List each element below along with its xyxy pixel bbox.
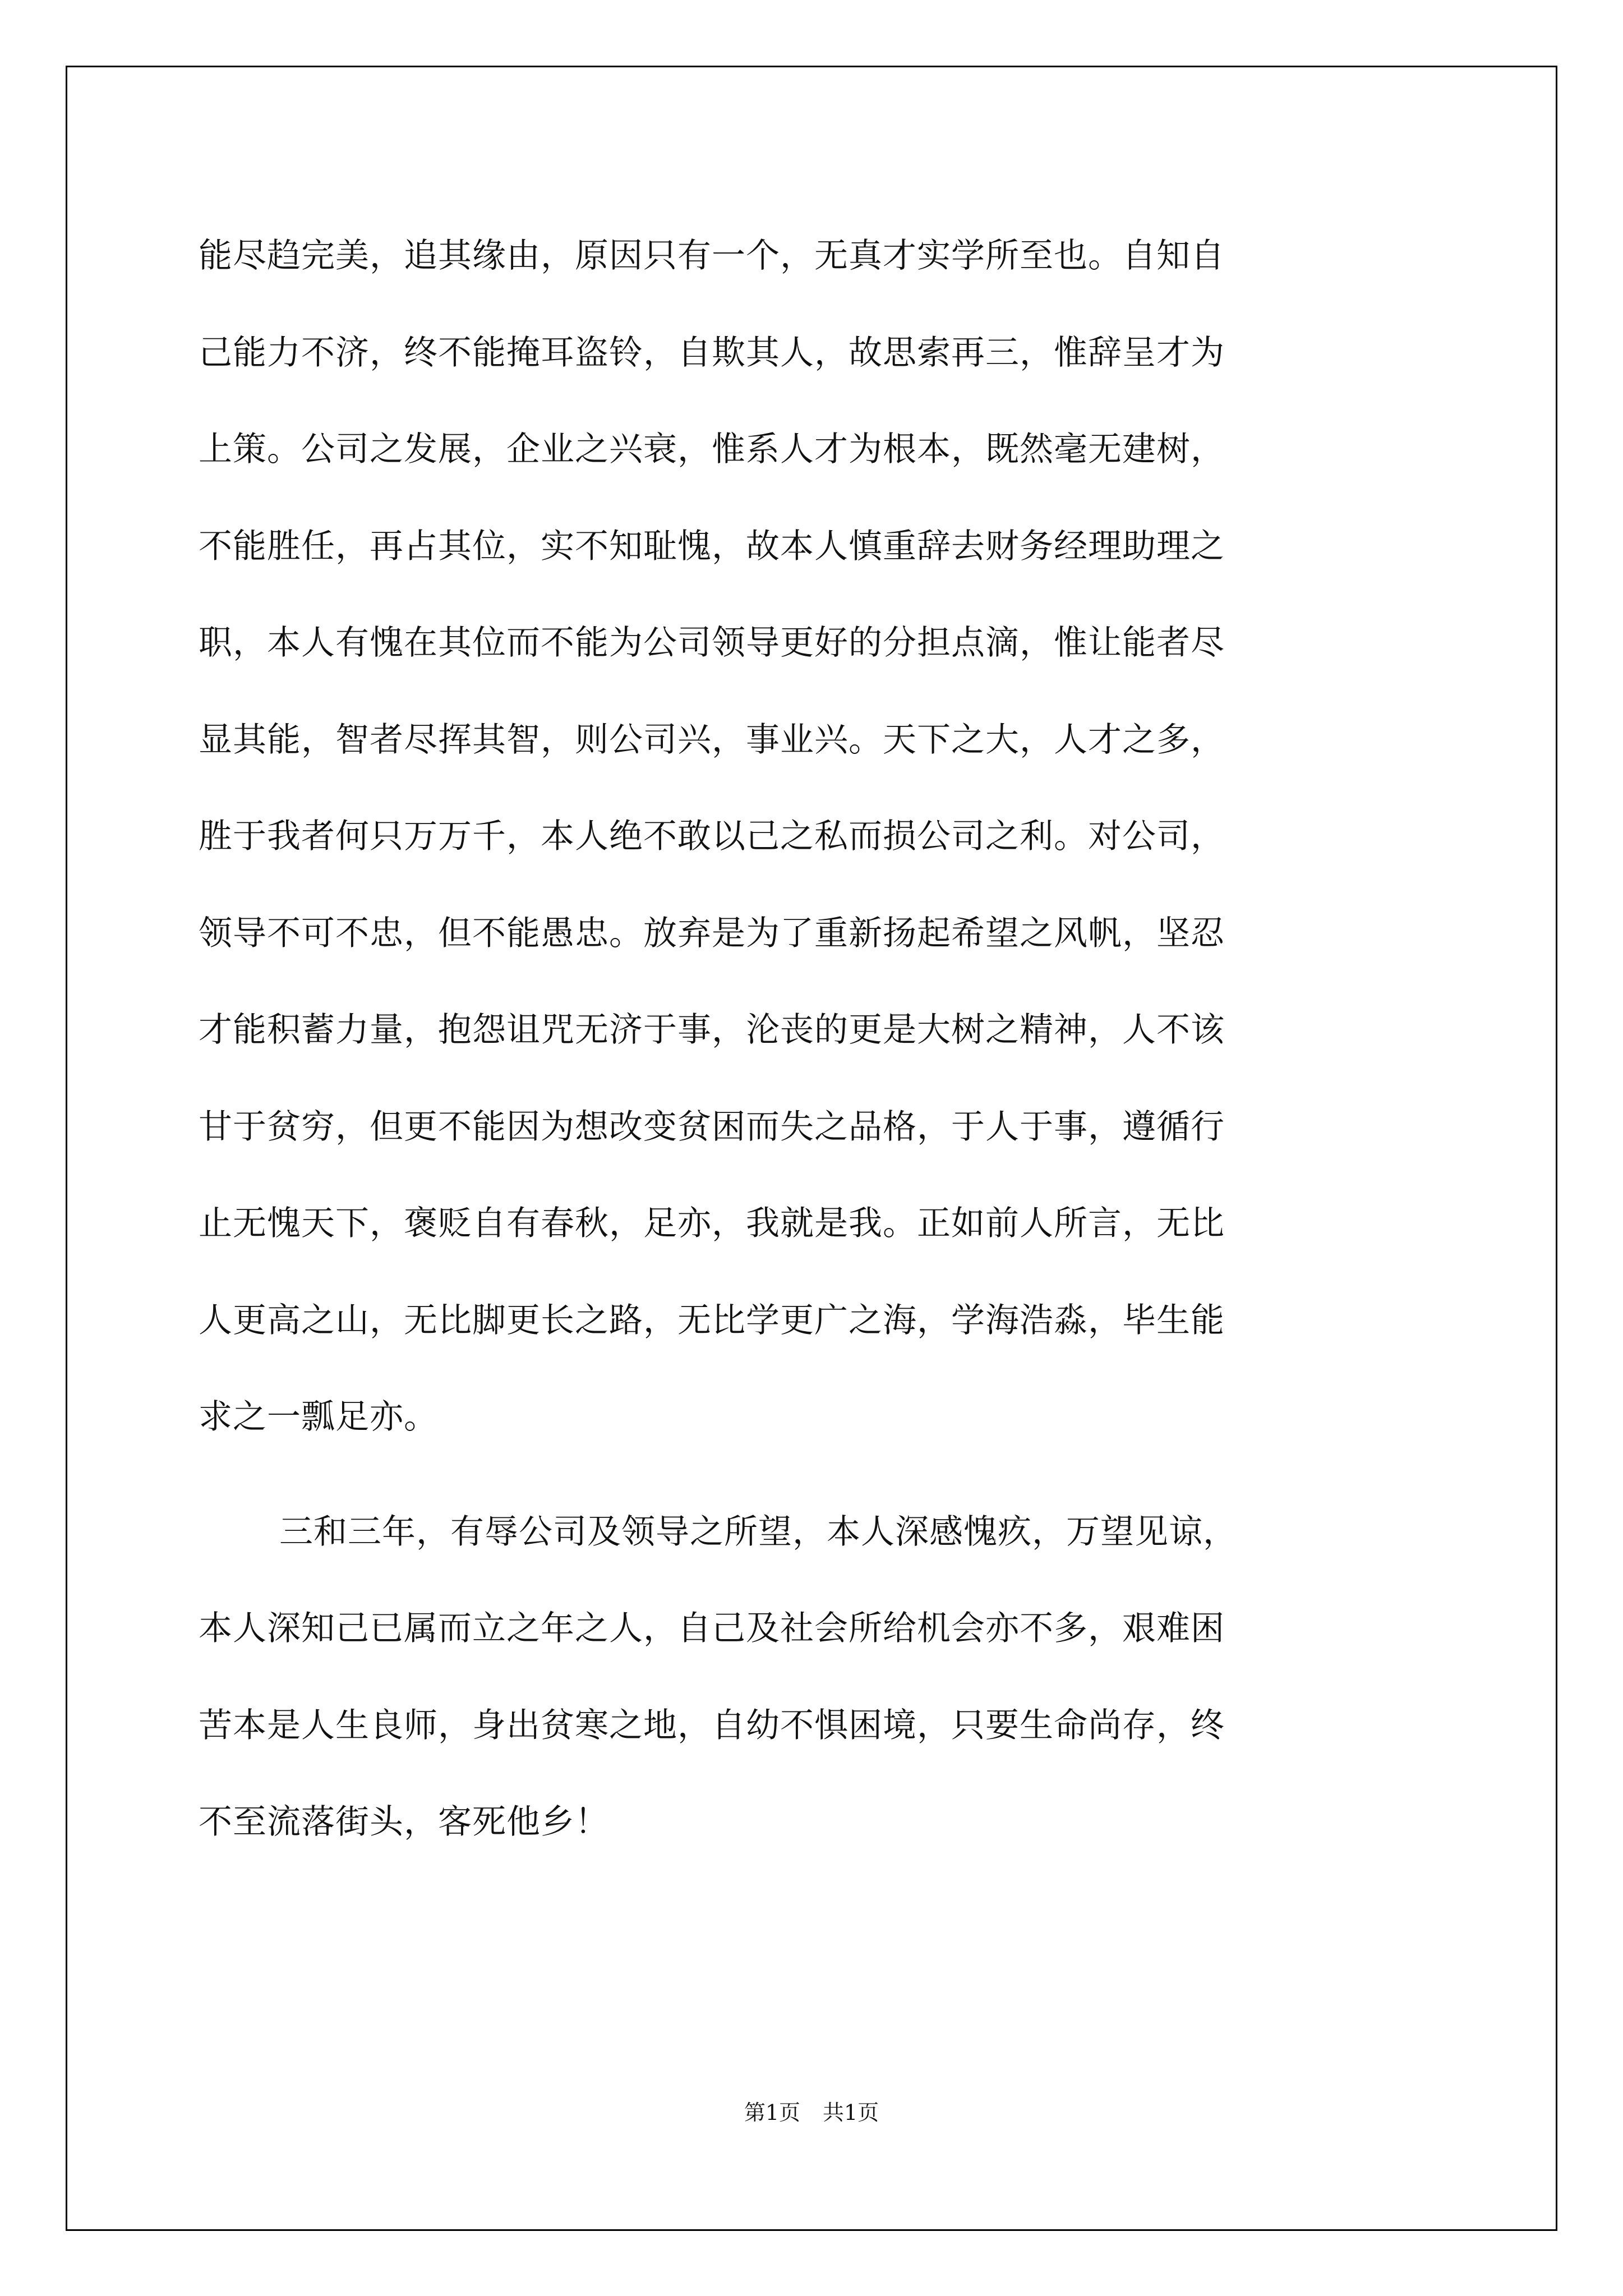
paragraph-2: 三和三年，有辱公司及领导之所望，本人深感愧疚，万望见谅， 本人深知己已属而立之年之人，自己及社会所给机会亦不多，艰难困 苦本是人生良师，身出贫寒之地，自幼不惧困境，只要生命尚存，终 不至流落街头，客死他乡！ xyxy=(199,1512,1237,1842)
page-number-current: 第1页 xyxy=(744,2100,800,2125)
document-body xyxy=(199,208,1432,1871)
paragraph-1: 能尽趋完美，追其缘由，原因只有一个，无真才实学所至也。自知自 己能力不济，终不能掩耳盗铃，自欺其人，故思索再三，惟辞呈才为 上策。公司之发展，企业之兴衰，惟系人才为根本，既然毫无建树， 不能胜任，再占其位，实不知耻愧，故本人慎重辞去财务经理助理之 职，本人有愧在其位而不能为公司领导更好的分担点滴，惟让能者尽 显其能，智者尽挥其智，则公司兴，事业兴。天下之大，人才之多， 胜于我者何只万万千，本人绝不敢以己之私而损公司之利。对公司， 领导不可不忠，但不能愚忠。放弃是为了重新扬起希望之风帆，坚忍 才能积蓄力量，抱怨诅咒无济于事，沦丧的更是大树之精神，人不该 甘于贫穷，但更不能因为想改变贫困而失之品格，于人于事，遵循行 止无愧天下，褒贬自有春秋，足亦，我就是我。正如前人所言，无比 人更高之山，无比脚更长之路，无比学更广之海，学海浩淼，毕生能 求之一瓢足亦。 xyxy=(199,236,1225,1437)
page-footer xyxy=(0,2095,1623,2126)
page-number-total: 共1页 xyxy=(823,2100,879,2125)
